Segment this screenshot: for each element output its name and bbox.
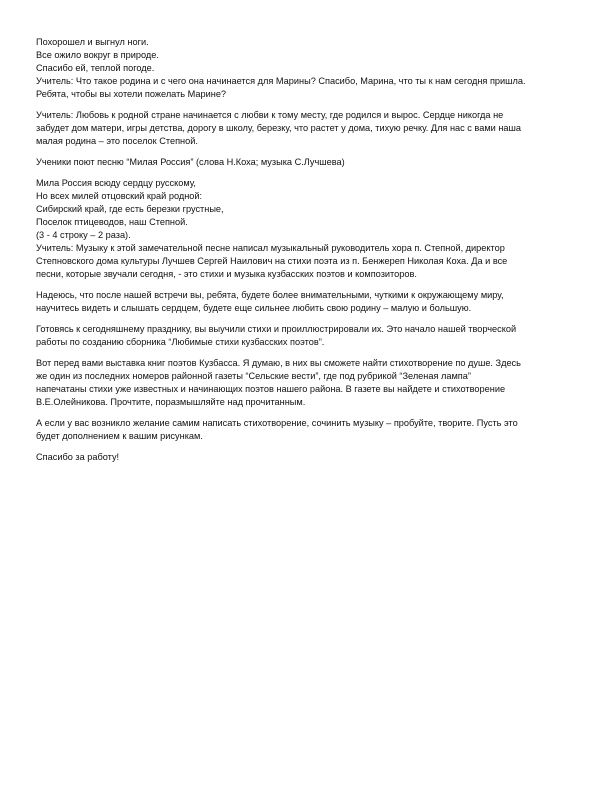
text-line: Похорошел и выгнул ноги. [36,37,149,47]
text-line: работы по созданию сборника “Любимые стихи кузбасских поэтов”. [36,337,325,347]
text-line: Спасибо за работу! [36,452,120,462]
text-line: Но всех милей отцовский край родной: [36,191,203,201]
text-line: Готовясь к сегодняшнему празднику, вы выучили стихи и проиллюстрировали их. Это начало нашей творческой [36,324,517,334]
text-line: Ребята, чтобы вы хотели пожелать Марине? [36,89,227,99]
paragraph-hope [36,289,582,315]
text-line: Степновского дома культуры Лучшев Сергей Наилович на стихи поэта из п. Бенжереп Николая Коха. Да и все [36,256,508,266]
text-line: А если у вас возникло желание самим написать стихотворение, сочинить музыку – пробуйте, творите. Пусть это [36,418,518,428]
text-line: же один из последних номеров районной газеты “Сельские вести”, где под рубрикой “Зеленая лампа” [36,371,471,381]
text-line: забудет дом матери, игры детства, дорогу в школу, березку, что растет у дома, тихую речку. Для нас с вами наша [36,123,521,133]
paragraph-poem-end-and-question [36,36,582,101]
text-line: песни, которые звучали сегодня, - это стихи и музыка кузбасских поэтов и композиторов. [36,269,417,279]
paragraph-encouragement [36,417,582,443]
text-line: Мила Россия всюду сердцу русскому, [36,178,196,188]
text-line: напечатаны стихи уже известных и начинающих поэтов нашего района. В газете вы найдете и стихотворение [36,384,506,394]
paragraph-thanks [36,451,582,464]
text-line: Поселок птицеводов, наш Степной. [36,217,188,227]
paragraph-book-exhibition [36,357,582,409]
text-line: Вот перед вами выставка книг поэтов Кузбасса. Я думаю, в них вы сможете найти стихотворение по душе. Здесь [36,358,521,368]
text-line: будет дополнением к вашим рисункам. [36,431,203,441]
text-line: Ученики поют песню “Милая Россия” (слова Н.Коха; музыка С.Лучшева) [36,157,345,167]
text-line: Надеюсь, что после нашей встречи вы, ребята, будете более внимательными, чуткими к окружающему миру, [36,290,504,300]
text-line: Сибирский край, где есть березки грустные, [36,204,224,214]
text-line: Учитель: Музыку к этой замечательной песне написал музыкальный руководитель хора п. Степной, директор [36,243,505,253]
text-line: Все ожило вокруг в природе. [36,50,159,60]
paragraph-preparation [36,323,582,349]
paragraph-love-of-homeland [36,109,582,148]
text-line: Учитель: Любовь к родной стране начинается с любви к тому месту, где родился и вырос. Сердце никогда не [36,110,504,120]
text-line: Учитель: Что такое родина и с чего она начинается для Марины? Спасибо, Марина, что ты к нам сегодня пришла. [36,76,526,86]
text-line: В.Е.Олейникова. Прочтите, поразмышляйте над прочитанным. [36,397,306,407]
text-line: Спасибо ей, теплой погоде. [36,63,155,73]
text-line: малая родина – это поселок Степной. [36,136,198,146]
text-line: (3 - 4 строку – 2 раза). [36,230,131,240]
document-page [36,36,582,472]
text-line: научитесь видеть и слышать сердцем, будете еще сильнее любить свою родину – малую и большую. [36,303,472,313]
paragraph-song-intro [36,156,582,169]
paragraph-song-lyrics [36,177,582,281]
